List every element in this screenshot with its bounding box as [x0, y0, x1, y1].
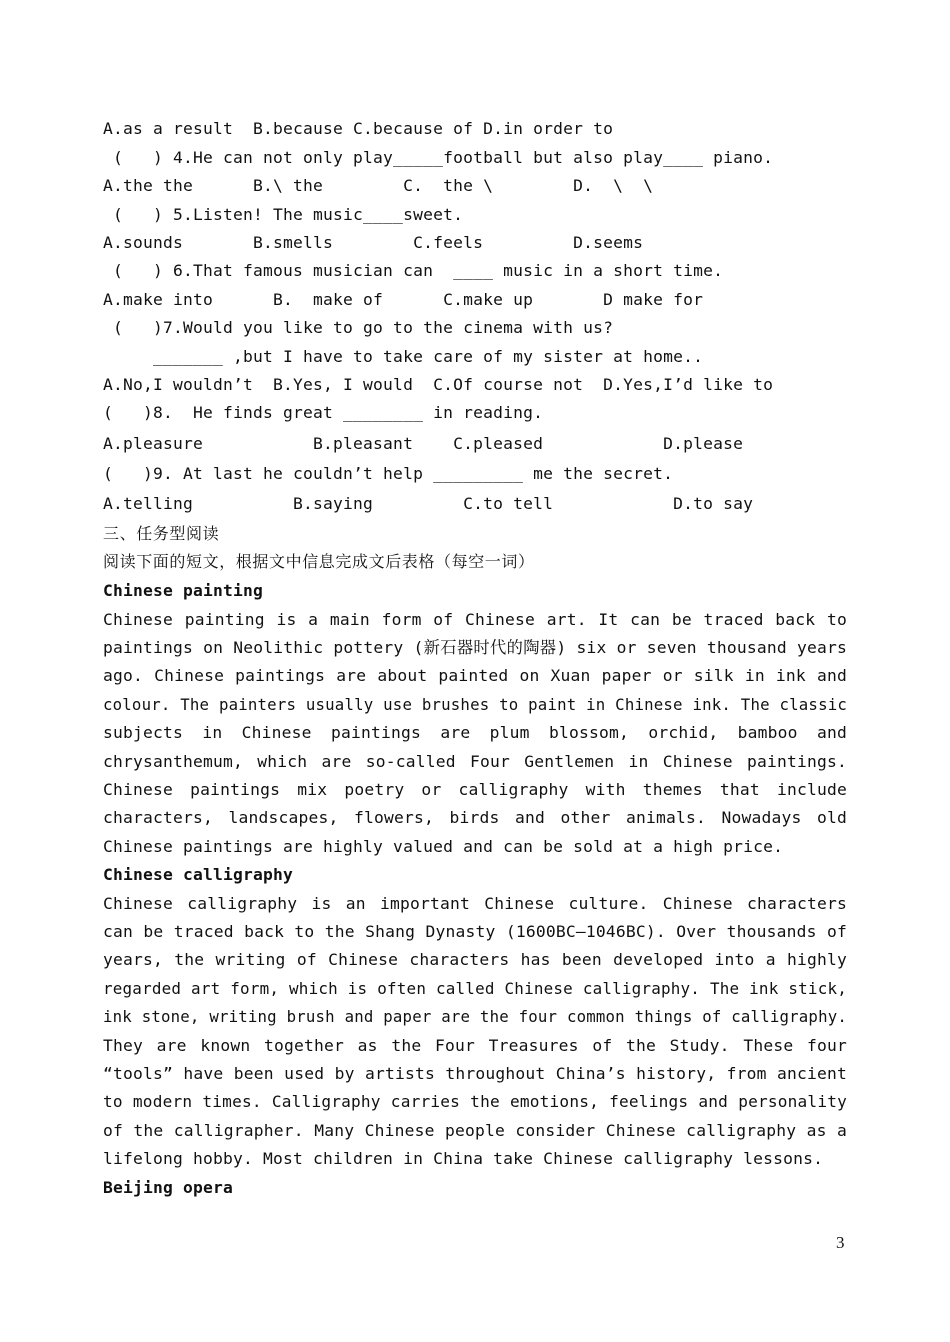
question-5: ( ) 5.Listen! The music____sweet. [103, 205, 464, 224]
page-number: 3 [836, 1233, 845, 1252]
question-9: ( )9. At last he couldn’t help _________ me the secret. [103, 464, 674, 483]
question-options: A.the the B.\ the C. the \ D. \ \ [103, 176, 654, 195]
paragraph-line: characters, landscapes, flowers, birds and other animals. Nowadays old [103, 808, 847, 827]
section-title: 三、任务型阅读 [103, 524, 220, 543]
paragraph-line: chrysanthemum, which are so-called Four Gentlemen in Chinese paintings. [103, 752, 847, 771]
paragraph-line: “tools” have been used by artists throughout China’s history, from ancient [103, 1064, 847, 1083]
paragraph-line: Chinese paintings are highly valued and can be sold at a high price. [103, 837, 784, 856]
paragraph-line: ink stone, writing brush and paper are the four common things of calligraphy. [103, 1007, 847, 1026]
question-4: ( ) 4.He can not only play_____football but also play____ piano. [103, 148, 774, 167]
question-6: ( ) 6.That famous musician can ____ music in a short time. [103, 261, 724, 280]
paragraph-line: colour. The painters usually use brushes to paint in Chinese ink. The classic [103, 695, 847, 714]
painting-heading: Chinese painting [103, 581, 264, 600]
opera-heading: Beijing opera [103, 1178, 234, 1197]
question-8: ( )8. He finds great ________ in reading. [103, 403, 544, 422]
question-7-sentence: _______ ,but I have to take care of my sister at home.. [103, 347, 704, 366]
paragraph-line: Chinese painting is a main form of Chinese art. It can be traced back to [103, 610, 847, 629]
paragraph-line: paintings on Neolithic pottery (新石器时代的陶器) six or seven thousand years [103, 638, 847, 657]
paragraph-line: Chinese calligraphy is an important Chinese culture. Chinese characters [103, 894, 847, 913]
question-options: A.telling B.saying C.to tell D.to say [103, 494, 754, 513]
paragraph-line: regarded art form, which is often called Chinese calligraphy. The ink stick, [103, 979, 847, 998]
question-options: A.make into B. make of C.make up D make for [103, 290, 704, 309]
paragraph-line: Chinese paintings mix poetry or calligraphy with themes that include [103, 780, 847, 799]
question-options: A.sounds B.smells C.feels D.seems [103, 233, 644, 252]
paragraph-line: years, the writing of Chinese characters has been developed into a highly [103, 950, 847, 969]
calligraphy-heading: Chinese calligraphy [103, 865, 294, 884]
section-instruction: 阅读下面的短文，根据文中信息完成文后表格（每空一词） [103, 552, 535, 571]
question-options: A.No,I wouldn’t B.Yes, I would C.Of course not D.Yes,I’d like to [103, 375, 774, 394]
question-options: A.as a result B.because C.because of D.in order to [103, 119, 614, 138]
question-options: A.pleasure B.pleasant C.pleased D.please [103, 434, 744, 453]
paragraph-line: can be traced back to the Shang Dynasty (1600BC—1046BC). Over thousands of [103, 922, 847, 941]
paragraph-line: to modern times. Calligraphy carries the emotions, feelings and personality [103, 1092, 847, 1111]
paragraph-line: ago. Chinese paintings are about painted on Xuan paper or silk in ink and [103, 666, 847, 685]
question-7: ( )7.Would you like to go to the cinema with us? [103, 318, 614, 337]
paragraph-line: They are known together as the Four Treasures of the Study. These four [103, 1036, 847, 1055]
paragraph-line: of the calligrapher. Many Chinese people consider Chinese calligraphy as a [103, 1121, 847, 1140]
paragraph-line: subjects in Chinese paintings are plum blossom, orchid, bamboo and [103, 723, 847, 742]
paragraph-line: lifelong hobby. Most children in China take Chinese calligraphy lessons. [103, 1149, 824, 1168]
